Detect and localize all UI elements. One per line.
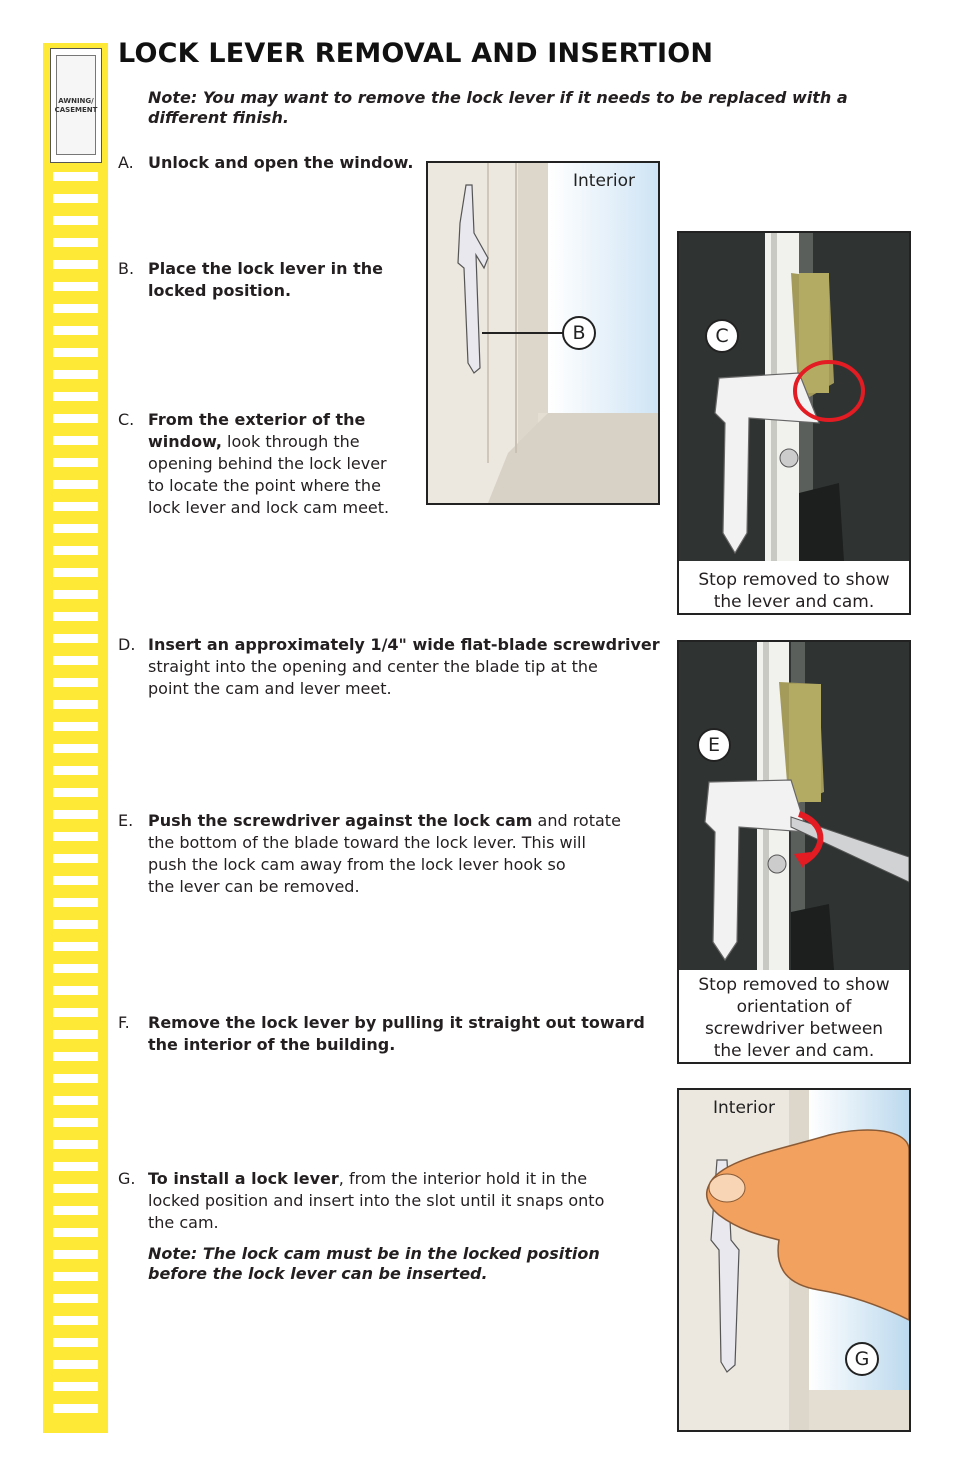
step-f-letter: F. [118, 1013, 130, 1032]
step-b-line1: Place the lock lever in the [148, 259, 383, 278]
step-g-line1-rest: , from the interior hold it in the [338, 1169, 588, 1188]
side-tab-stripe [53, 1052, 98, 1061]
side-tab-stripe [53, 634, 98, 643]
figure-c-caption-line1: Stop removed to show [698, 570, 890, 590]
side-tab-stripe [53, 612, 98, 621]
step-g-note [148, 1244, 600, 1284]
figure-e-caption-line3: screwdriver between [704, 1019, 884, 1039]
step-e-line1-bold: Push the screwdriver against the lock cam [148, 811, 533, 830]
step-e-line1 [148, 810, 621, 832]
figure-g [677, 1088, 911, 1432]
step-b-letter: B. [118, 259, 135, 278]
step-e-line4: the lever can be removed. [148, 877, 360, 896]
side-tab-stripe [53, 898, 98, 907]
window-type-label-line2: CASEMENT [54, 106, 98, 114]
side-tab-stripe [53, 348, 98, 357]
callout-c: C [705, 319, 739, 353]
step-c-line4: to locate the point where the [148, 476, 381, 495]
figure-e-illustration [679, 642, 909, 970]
side-tab-stripe [53, 216, 98, 225]
side-tab-stripe [53, 1228, 98, 1237]
step-e-line3: push the lock cam away from the lock lever hook so [148, 855, 566, 874]
side-tab-stripe [53, 172, 98, 181]
step-d-letter: D. [118, 635, 136, 654]
step-a-letter: A. [118, 153, 134, 172]
side-tab-stripe [53, 1162, 98, 1171]
step-b-line2: locked position. [148, 281, 292, 300]
side-tab-stripe [53, 1074, 98, 1083]
figure-b-label: Interior [573, 171, 636, 191]
step-g-note-line2: before the lock lever can be inserted. [148, 1264, 488, 1283]
side-tab-stripe [53, 238, 98, 247]
side-tab-stripe [53, 766, 98, 775]
step-e-line2: the bottom of the blade toward the lock lever. This will [148, 833, 586, 852]
side-tab-stripe [53, 502, 98, 511]
side-tab-stripe [53, 1382, 98, 1391]
side-tab-stripe [53, 964, 98, 973]
figure-c [677, 231, 911, 615]
side-tab-stripe [53, 1294, 98, 1303]
side-tab-stripe [53, 436, 98, 445]
side-tab-stripe [53, 590, 98, 599]
step-d-text [148, 634, 660, 700]
side-tab-stripe [53, 986, 98, 995]
callout-e: E [697, 728, 731, 762]
step-f-line2: the interior of the building. [148, 1035, 396, 1054]
step-g-letter: G. [118, 1169, 136, 1188]
step-g-line3: the cam. [148, 1213, 219, 1232]
figure-b [426, 161, 660, 505]
side-tab-stripe [53, 1140, 98, 1149]
side-tab-stripe [53, 810, 98, 819]
step-g-text [148, 1168, 604, 1234]
side-tab-stripe [53, 370, 98, 379]
side-tab-stripe [53, 1206, 98, 1215]
step-c-line5: lock lever and lock cam meet. [148, 498, 390, 517]
side-tab-stripe [53, 656, 98, 665]
side-tab-stripe [53, 832, 98, 841]
figure-g-illustration [679, 1090, 909, 1430]
side-tab-stripe [53, 480, 98, 489]
step-e-line1-rest: and rotate [532, 811, 621, 830]
window-type-label [51, 97, 101, 115]
side-tab-stripe [53, 876, 98, 885]
step-g-note-line1: Note: The lock cam must be in the locked position [148, 1244, 600, 1263]
side-tab-stripe [53, 1404, 98, 1413]
side-tab-stripe [53, 282, 98, 291]
side-tab-stripe [53, 942, 98, 951]
side-tab-stripe [53, 546, 98, 555]
side-tab-stripe [53, 854, 98, 863]
side-tab-stripe [53, 524, 98, 533]
side-tab-stripe [53, 1118, 98, 1127]
side-tab-stripe [53, 744, 98, 753]
callout-b: B [562, 316, 596, 350]
step-d-line2: straight into the opening and center the blade tip at the [148, 657, 598, 676]
step-f-text [148, 1012, 645, 1056]
step-g-line1 [148, 1168, 604, 1190]
side-tab-stripe [53, 1360, 98, 1369]
side-tab-stripe [53, 1096, 98, 1105]
step-g-line1-bold: To install a lock lever [148, 1169, 339, 1188]
side-tab-stripe [53, 1338, 98, 1347]
step-d-line3: point the cam and lever meet. [148, 679, 392, 698]
figure-e-caption [679, 974, 909, 1062]
figure-e-caption-line2: orientation of [736, 997, 852, 1017]
side-tab-stripe [53, 920, 98, 929]
step-e-text [148, 810, 621, 898]
step-a-text: Unlock and open the window. [148, 153, 414, 172]
note-top: Note: You may want to remove the lock lever if it needs to be replaced with a different finish. [148, 88, 848, 127]
side-tab-stripe [53, 326, 98, 335]
side-tab-stripe [53, 194, 98, 203]
side-tab-stripe [53, 458, 98, 467]
side-tab-stripe [53, 678, 98, 687]
step-c-line3: opening behind the lock lever [148, 454, 387, 473]
step-c-line2 [148, 431, 389, 453]
side-tab-stripe [53, 304, 98, 313]
step-c-line2-rest: look through the [221, 432, 360, 451]
side-tab-stripe [53, 1184, 98, 1193]
figure-e-caption-line4: the lever and cam. [713, 1041, 875, 1061]
figure-c-caption-line2: the lever and cam. [713, 592, 875, 612]
step-b-text [148, 258, 383, 302]
figure-c-illustration [679, 233, 909, 561]
step-f-line1: Remove the lock lever by pulling it straight out toward [148, 1013, 645, 1032]
side-tab-stripe [53, 414, 98, 423]
figure-e [677, 640, 911, 1064]
side-tab-stripe [53, 700, 98, 709]
side-tab-stripe [53, 788, 98, 797]
figure-c-caption [679, 569, 909, 613]
step-c-text [148, 409, 389, 519]
side-tab-stripe [53, 1272, 98, 1281]
figure-g-label: Interior [713, 1098, 776, 1118]
side-tab-stripe [53, 1008, 98, 1017]
figure-e-caption-line1: Stop removed to show [698, 975, 890, 995]
step-d-line1: Insert an approximately 1/4" wide flat-blade screwdriver [148, 635, 660, 654]
side-tab-stripe [53, 1030, 98, 1039]
window-type-icon [50, 48, 102, 163]
side-tab-stripe [53, 260, 98, 269]
side-tab-stripe [53, 1250, 98, 1259]
step-e-letter: E. [118, 811, 134, 830]
callout-g: G [845, 1342, 879, 1376]
step-c-letter: C. [118, 410, 135, 429]
step-g-line2: locked position and insert into the slot until it snaps onto [148, 1191, 605, 1210]
side-tab-stripe [53, 568, 98, 577]
side-tab [43, 43, 108, 1433]
figure-b-illustration [428, 163, 658, 503]
side-tab-stripe [53, 1316, 98, 1325]
window-type-label-line1: AWNING/ [58, 97, 94, 105]
page-title: LOCK LEVER REMOVAL AND INSERTION [118, 38, 714, 69]
side-tab-stripe [53, 722, 98, 731]
step-c-line2-bold: window, [148, 432, 222, 451]
side-tab-stripe [53, 392, 98, 401]
step-c-line1: From the exterior of the [148, 410, 366, 429]
